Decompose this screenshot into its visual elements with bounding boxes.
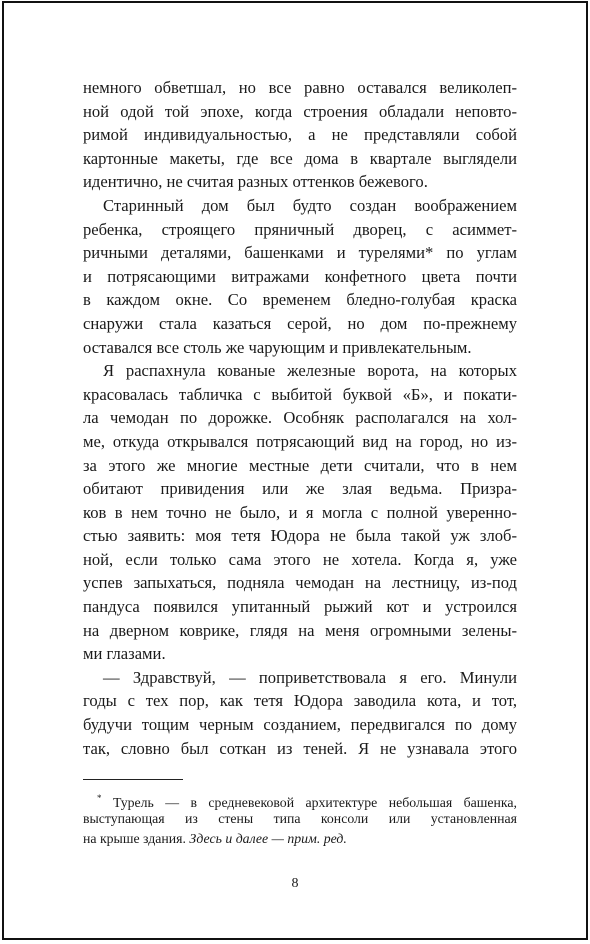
footnote-line	[83, 788, 517, 809]
footnote-line: выступающая из стены типа консоли или установленная	[83, 810, 517, 826]
editor-note: Здесь и далее — прим. ред.	[189, 831, 347, 846]
text-line: Я распахнула кованые железные ворота, на которых	[103, 361, 517, 381]
text-line: ребенка, строящего пряничный дворец, с асиммет-	[83, 219, 517, 239]
text-line: будучи тощим черным созданием, передвигался по дому	[83, 715, 517, 735]
page-number: 8	[291, 876, 299, 891]
footnote-text: Турель — в средневековой архитектуре небольшая башенка,	[112, 795, 517, 810]
footnote	[83, 788, 517, 850]
text-line: картонные макеты, где все дома в квартале выглядели	[83, 148, 517, 168]
text-line: ла чемодан по дорожке. Особняк располагался на хол-	[83, 408, 517, 428]
text-line: за этого же многие местные дети считали, что в нем	[83, 455, 517, 475]
footnote-text: на крыше здания.	[83, 831, 190, 846]
text-line: — Здравствуй, — поприветствовала я его. Минули	[103, 667, 517, 687]
text-line: ной, если только сама этого не хотела. Когда я, уже	[83, 549, 517, 569]
book-page	[2, 1, 588, 940]
text-line: ми глазами.	[83, 644, 166, 664]
text-line: успев запыхаться, подняла чемодан на лестницу, из-под	[83, 573, 517, 593]
text-line: ной одой той эпохе, когда строения обладали неповто-	[83, 101, 517, 121]
text-line: так, словно был соткан из теней. Я не узнавала этого	[83, 738, 517, 758]
text-line: годы с тех пор, как тетя Юдора заводила кота, и тот,	[83, 691, 517, 711]
text-line: снаружи стала казаться серой, но дом по-прежнему	[83, 313, 517, 333]
text-line: пандуса появился упитанный рыжий кот и устроился	[83, 597, 517, 617]
text-line: в каждом окне. Со временем бледно-голубая краска	[83, 290, 517, 310]
text-line: красовалась табличка с выбитой буквой «Б», и покати-	[83, 384, 517, 404]
text-line: стью заявить: моя тетя Юдора не была такой уж злоб-	[83, 526, 517, 546]
body-text	[83, 76, 517, 760]
text-line: римой индивидуальностью, а не представляли собой	[83, 125, 517, 145]
text-line: идентично, не считая разных оттенков бежевого.	[83, 172, 428, 192]
text-line: оставался все столь же чарующим и привлекательным.	[83, 337, 472, 357]
text-line: ков в нем точно не было, и я могла с полной уверенно-	[83, 502, 517, 522]
text-line: обитают привидения или же злая ведьма. Призра-	[83, 479, 517, 499]
footnote-divider	[83, 779, 183, 780]
footnote-marker: *	[97, 793, 102, 803]
text-line: Старинный дом был будто создан воображением	[103, 195, 517, 215]
text-line: ме, откуда открывался потрясающий вид на город, но из-	[83, 431, 517, 451]
text-line: на дверном коврике, глядя на меня огромными зелены-	[83, 620, 517, 640]
footnote-line	[83, 829, 517, 850]
text-line: и потрясающими витражами конфетного цвета почти	[83, 266, 517, 286]
text-line: немного обветшал, но все равно оставался великолеп-	[83, 78, 517, 97]
text-line: ричными деталями, башенками и турелями* по углам	[83, 243, 517, 263]
